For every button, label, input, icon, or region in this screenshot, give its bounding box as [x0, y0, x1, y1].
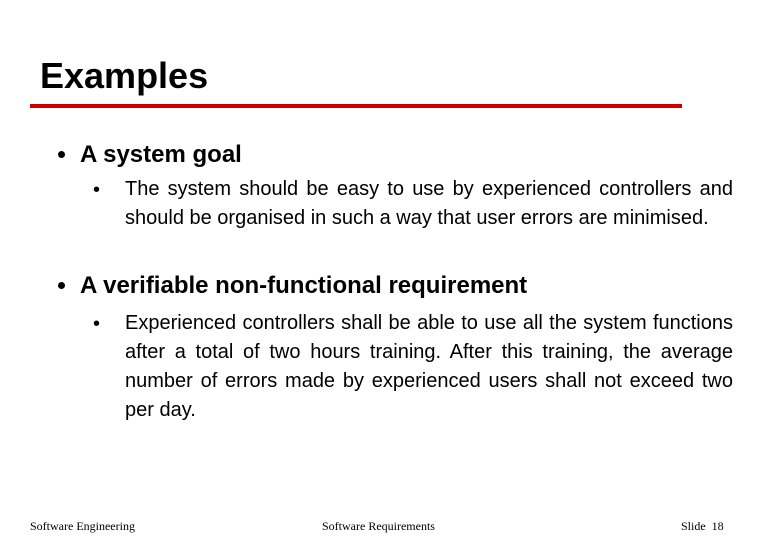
item-text-verifiable-requirement: Experienced controllers shall be able to use all the system functions after a total of two hours training. After this training, the average number of errors made by experienced users shall not exceed two per day.: [125, 312, 733, 421]
item-heading-verifiable-requirement: A verifiable non-functional requirement: [80, 272, 528, 299]
bullet-dot-icon: [58, 282, 65, 289]
item-text-system-goal: The system should be easy to use by experienced controllers and should be organised in such a way that user errors are minimised.: [125, 178, 733, 229]
sub-bullet-icon: •: [93, 313, 101, 335]
footer-right: Slide 18: [681, 519, 724, 533]
footer-left: Software Engineering: [30, 519, 135, 533]
sub-bullet-icon: •: [93, 179, 101, 201]
item-heading-system-goal: A system goal: [80, 141, 242, 168]
footer-center: Software Requirements: [322, 519, 435, 533]
bullet-dot-icon: [58, 151, 65, 158]
title-underline: [30, 104, 682, 108]
slide-title: Examples: [40, 55, 209, 96]
